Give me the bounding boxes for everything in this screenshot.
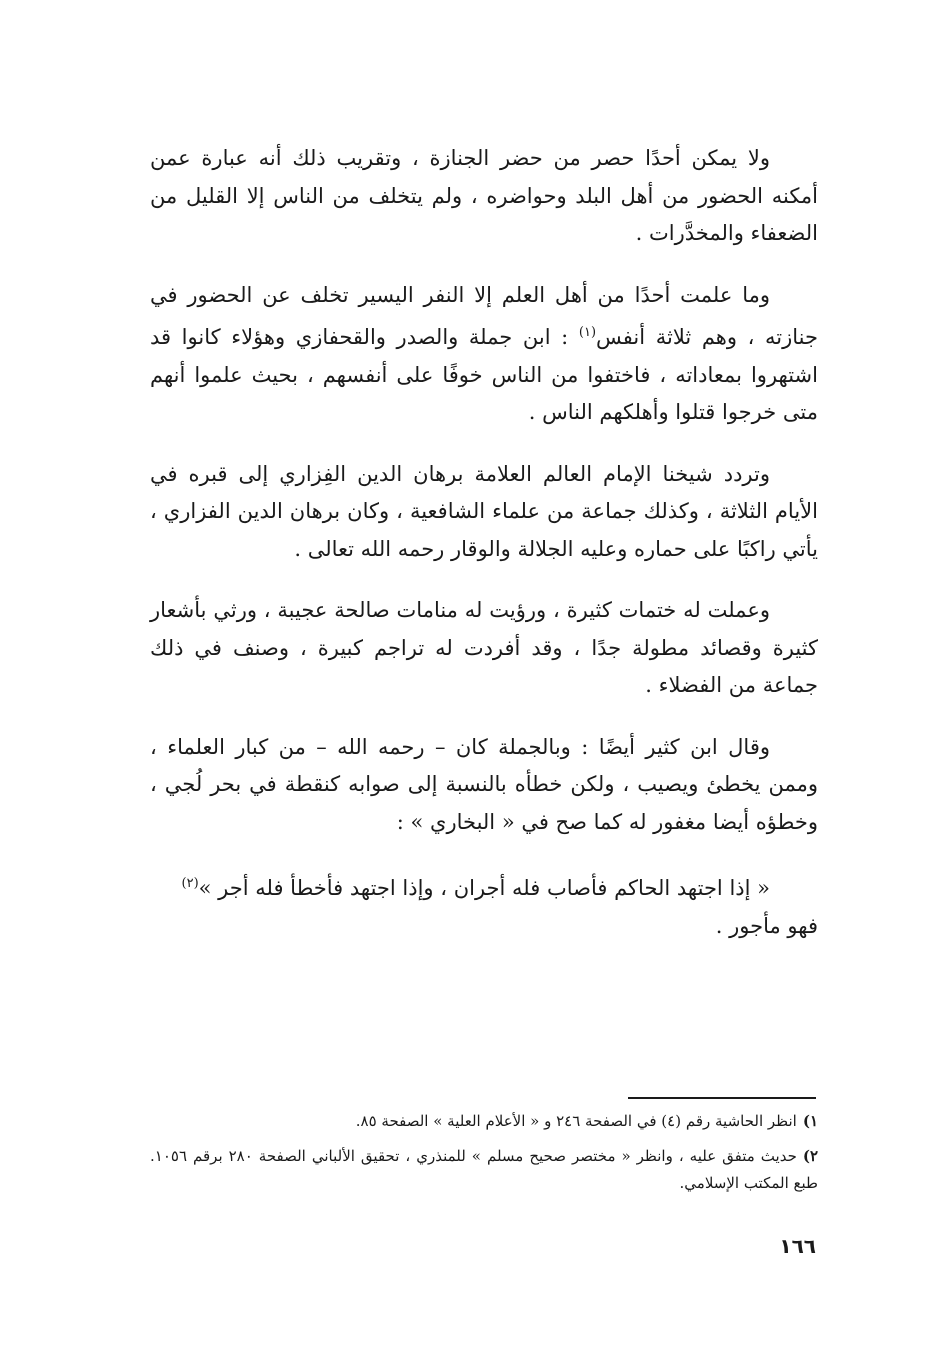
hadith-after: فهو مأجور . <box>715 913 818 938</box>
page-number: ١٦٦ <box>779 1234 816 1258</box>
footnotes <box>150 1108 818 1205</box>
paragraph-khatmas: وعملت له ختمات كثيرة ، ورؤيت له منامات صالحة عجيبة ، ورثي بأشعار كثيرة وقصائد مطولة جدًا ، وقد أفردت له تراجم كبيرة ، وصنف في ذلك جماعة من الفضلاء . <box>150 598 818 697</box>
footnote-ref-1[interactable]: (١) <box>578 325 597 340</box>
paragraph-absentees-rest: : ابن جملة والصدر والقحفازي وهؤلاء كانوا قد اشتهروا بمعاداته ، فاختفوا من الناس خوفًا على أنفسهم ، بحيث علموا أنهم متى خرجوا قتلوا وأهلكهم الناس . <box>150 325 818 424</box>
footnote-1 <box>150 1108 818 1135</box>
footnote-1-text: انظر الحاشية رقم (٤) في الصفحة ٢٤٦ و « الأعلام العلية » الصفحة ٨٥. <box>355 1112 797 1130</box>
paragraph-grave-visits: وتردد شيخنا الإمام العالم العلامة برهان الدين الفِزاري إلى قبره في الأيام الثلاثة ، وكذلك جماعة من علماء الشافعية ، وكان برهان الدين الفزاري ، يأتي راكبًا على حماره وعليه الجلالة والوقار رحمه الله تعالى . <box>150 461 818 561</box>
paragraph-funeral-attendance: ولا يمكن أحدًا حصر من حضر الجنازة ، وتقريب ذلك أنه عبارة عمن أمكنه الحضور من أهل البلد وحواضره ، ولم يتخلف من الناس إلا القليل من الضعفاء والمخدَّرات . <box>150 146 818 245</box>
paragraph-ibn-kathir: وقال ابن كثير أيضًا : وبالجملة كان – رحمه الله – من كبار العلماء ، وممن يخطئ ويصيب ، ولكن خطأه بالنسبة إلى صوابه كنقطة في بحر لُجي ، وخطؤه أيضا مغفور له كما صح في « البخاري » : <box>150 734 818 834</box>
footnote-2-number: ٢) <box>802 1147 819 1165</box>
footnote-divider <box>628 1097 816 1099</box>
main-text <box>150 140 818 945</box>
footnote-ref-2[interactable]: (٢) <box>181 876 199 891</box>
paragraph-absentees-start: وما علمت أحدًا من أهل العلم إلا النفر اليسير تخلف عن الحضور في جنازته ، وهم ثلاثة أنفس <box>150 282 818 349</box>
paragraph-hadith <box>150 865 818 945</box>
footnote-2 <box>150 1143 818 1197</box>
footnote-1-number: ١) <box>802 1112 818 1130</box>
paragraph-absentees <box>150 277 818 432</box>
footnote-2-text: حديث متفق عليه ، وانظر « مختصر صحيح مسلم » للمنذري ، تحقيق الألباني الصفحة ٢٨٠ برقم ١٠٥٦. طبع المكتب الإسلامي. <box>150 1147 818 1192</box>
hadith-quote: « إذا اجتهد الحاكم فأصاب فله أجران ، وإذا اجتهد فأخطأ فله أجر » <box>198 876 770 900</box>
